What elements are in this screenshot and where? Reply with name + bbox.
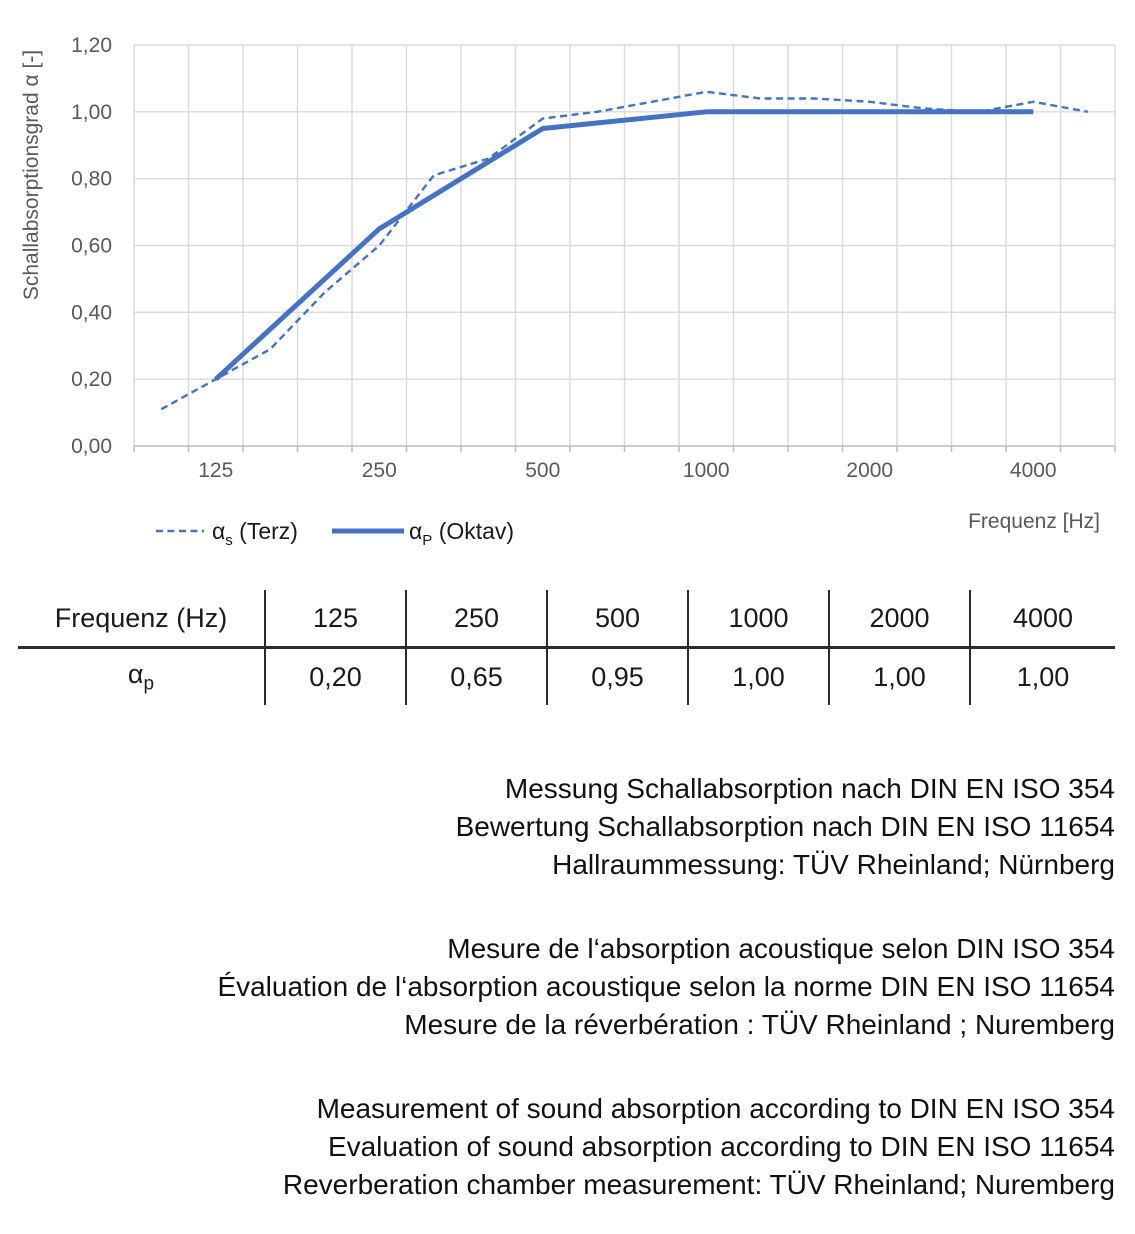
- y-axis-title: Schallabsorptionsgrad α [-]: [20, 49, 43, 301]
- note-line: Évaluation de l‘absorption acoustique selon la norme DIN EN ISO 11654: [217, 971, 1115, 1002]
- alpha-subscript: p: [143, 673, 155, 695]
- y-tick-label: 0,60: [71, 234, 112, 258]
- note-line: Messung Schallabsorption nach DIN EN ISO 354: [504, 773, 1115, 804]
- note-line: Reverberation chamber measurement: TÜV Rheinland; Nuremberg: [282, 1169, 1115, 1200]
- x-tick-label: 250: [361, 459, 397, 482]
- x-tick-label: 1000: [682, 459, 730, 482]
- table-cell-freq-1000: 1000: [688, 590, 829, 648]
- notes-english: [0, 1090, 1115, 1204]
- notes-french: [0, 930, 1115, 1044]
- table-cell-freq-250: 250: [406, 590, 547, 648]
- x-tick-label: 125: [198, 459, 234, 482]
- legend-item-terz: [156, 518, 298, 549]
- table-cell-ap-4000: 1,00: [970, 648, 1115, 706]
- y-tick-label: 1,00: [71, 100, 112, 124]
- table-cell-ap-2000: 1,00: [829, 648, 970, 706]
- x-tick-label: 2000: [846, 459, 894, 482]
- note-line: Evaluation of sound absorption according to DIN EN ISO 11654: [327, 1131, 1115, 1162]
- table-row-frequencies: [18, 590, 1115, 648]
- table-cell-freq-2000: 2000: [829, 590, 970, 648]
- table-cell-freq-125: 125: [265, 590, 406, 648]
- y-tick-label: 1,20: [71, 34, 112, 57]
- legend-label: $\alpha_P$ (Oktav): [409, 518, 515, 549]
- alpha-p-table: [18, 590, 1115, 705]
- chart-legend: [156, 518, 514, 549]
- sound-absorption-chart: [0, 0, 1135, 565]
- legend-label: $\alpha_s$ (Terz): [212, 518, 298, 549]
- y-axis-tick-labels: [71, 34, 112, 458]
- table-header-alpha-p: [18, 648, 265, 706]
- table-cell-ap-500: 0,95: [547, 648, 688, 706]
- table-header-frequency: Frequenz (Hz): [54, 602, 228, 633]
- table-cell-ap-1000: 1,00: [688, 648, 829, 706]
- y-tick-label: 0,40: [71, 301, 112, 325]
- table-cell-ap-250: 0,65: [406, 648, 547, 706]
- y-tick-label: 0,00: [71, 435, 112, 458]
- x-axis-title: Frequenz [Hz]: [968, 510, 1100, 533]
- table-cell-freq-4000: 4000: [970, 590, 1115, 648]
- table-cell-freq-500: 500: [547, 590, 688, 648]
- chart-x-axis: [134, 446, 1115, 452]
- note-line: Bewertung Schallabsorption nach DIN EN ISO 11654: [455, 811, 1115, 842]
- note-line: Measurement of sound absorption according to DIN EN ISO 354: [316, 1093, 1115, 1124]
- y-tick-label: 0,80: [71, 167, 112, 191]
- notes-german: [0, 770, 1115, 884]
- chart-gridlines: [134, 45, 1115, 446]
- x-tick-label: 4000: [1009, 459, 1057, 482]
- y-tick-label: 0,20: [71, 368, 112, 392]
- note-line: Mesure de la réverbération : TÜV Rheinland ; Nuremberg: [404, 1009, 1115, 1040]
- legend-item-oktav: [332, 518, 514, 549]
- table-cell-ap-125: 0,20: [265, 648, 406, 706]
- x-axis-tick-labels: [198, 459, 1056, 482]
- note-line: Mesure de l‘absorption acoustique selon DIN ISO 354: [447, 933, 1115, 964]
- alpha-symbol: α: [127, 658, 144, 689]
- note-line: Hallraummessung: TÜV Rheinland; Nürnberg: [552, 849, 1115, 880]
- x-tick-label: 500: [525, 459, 561, 482]
- chart-svg: [0, 0, 1135, 565]
- table-row-alpha-p: [18, 648, 1115, 706]
